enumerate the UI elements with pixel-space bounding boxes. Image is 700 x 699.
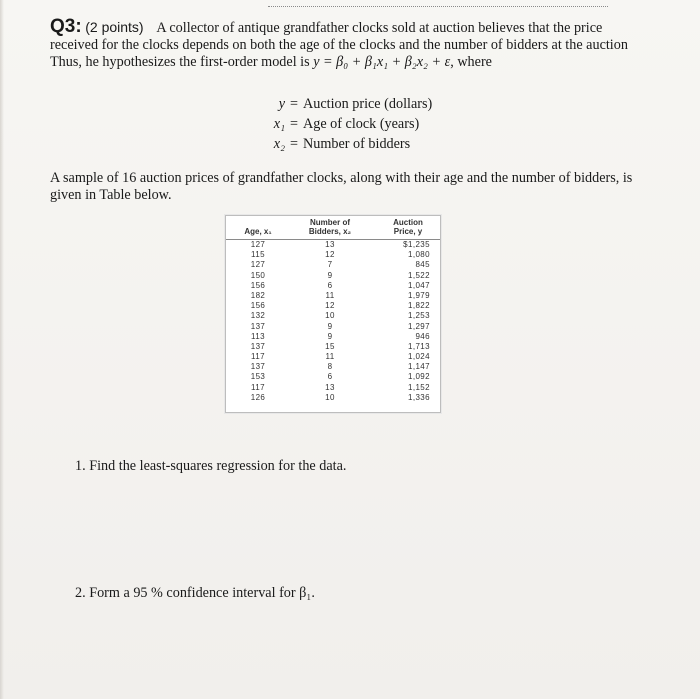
table-row bbox=[226, 352, 440, 362]
cell-age: 137 bbox=[250, 341, 266, 351]
cell-bidders: 10 bbox=[325, 311, 335, 321]
table-row bbox=[226, 250, 440, 260]
cell-price: 1,713 bbox=[407, 341, 430, 351]
definition-meaning: Auction price (dollars) bbox=[303, 96, 433, 112]
cell-price: 1,336 bbox=[407, 392, 430, 402]
question-text-intro: A collector of antique grandfather clocks sold at auction believes that the price received for the clocks depends on both the age of the clocks and the number of bidders at the auction Thus, he hypothesizes the first-order model is bbox=[50, 20, 628, 70]
table-row bbox=[226, 332, 440, 342]
table-row bbox=[226, 271, 440, 281]
cell-age: 117 bbox=[251, 382, 265, 392]
cell-bidders: 6 bbox=[327, 372, 333, 382]
table-row bbox=[226, 372, 440, 382]
cell-age: 137 bbox=[250, 362, 266, 372]
cell-age: 117 bbox=[251, 352, 265, 362]
cell-age: 156 bbox=[250, 280, 266, 290]
table-row bbox=[226, 311, 440, 321]
question-text-where: , where bbox=[450, 54, 492, 70]
cell-price: 1,092 bbox=[407, 372, 430, 382]
auction-data-table bbox=[225, 215, 441, 413]
equals-sign: = bbox=[289, 96, 298, 112]
cell-bidders: 9 bbox=[327, 331, 333, 341]
table-body bbox=[226, 240, 440, 403]
table-row bbox=[226, 342, 440, 352]
cell-age: 156 bbox=[250, 301, 266, 311]
definition-symbol: y bbox=[278, 96, 285, 112]
cell-bidders: 9 bbox=[327, 270, 333, 280]
sample-description: A sample of 16 auction prices of grandfather clocks, along with their age and the number of bidders, is given in Table below. bbox=[50, 170, 633, 203]
cell-bidders: 13 bbox=[325, 382, 335, 392]
cell-age: 132 bbox=[250, 311, 266, 321]
cell-age: 113 bbox=[251, 331, 265, 341]
cell-age: 127 bbox=[250, 240, 266, 249]
definition-symbol: x₂ bbox=[273, 136, 285, 152]
cell-age: 126 bbox=[250, 392, 266, 402]
cell-bidders: 7 bbox=[327, 260, 333, 270]
dotted-rule bbox=[268, 6, 608, 7]
cell-age: 115 bbox=[251, 250, 265, 260]
cell-age: 137 bbox=[250, 321, 266, 331]
header-price: Auction Price, y bbox=[393, 218, 423, 236]
cell-bidders: 9 bbox=[327, 321, 333, 331]
definition-meaning: Age of clock (years) bbox=[303, 116, 420, 132]
question-paragraph bbox=[50, 18, 640, 71]
question-number: Q3: bbox=[50, 16, 82, 37]
task-1: 1. Find the least-squares regression for the data. bbox=[75, 458, 347, 474]
cell-price: 1,152 bbox=[407, 382, 430, 392]
cell-price: 845 bbox=[415, 260, 430, 270]
cell-age: 150 bbox=[250, 270, 266, 280]
model-equation: y = β₀ + β₁x₁ + β₂x₂ + ε bbox=[313, 54, 451, 70]
page-edge-shadow bbox=[0, 0, 4, 699]
cell-price: 946 bbox=[415, 331, 430, 341]
table-row bbox=[226, 383, 440, 393]
table-row bbox=[226, 281, 440, 291]
cell-age: 127 bbox=[250, 260, 266, 270]
cell-bidders: 8 bbox=[327, 362, 333, 372]
cell-price: 1,147 bbox=[407, 362, 430, 372]
cell-bidders: 11 bbox=[325, 352, 335, 362]
table-row bbox=[226, 393, 440, 403]
cell-price: 1,822 bbox=[407, 301, 430, 311]
variable-definitions bbox=[230, 94, 432, 154]
header-bidders: Number of Bidders, x₂ bbox=[308, 218, 352, 236]
cell-bidders: 10 bbox=[325, 392, 335, 402]
table-row bbox=[226, 362, 440, 372]
task-2: 2. Form a 95 % confidence interval for β₁. bbox=[75, 585, 315, 601]
cell-bidders: 15 bbox=[325, 341, 335, 351]
table-row bbox=[226, 322, 440, 332]
equals-sign: = bbox=[289, 136, 298, 152]
cell-price: 1,047 bbox=[407, 280, 430, 290]
table-row bbox=[226, 291, 440, 301]
cell-price: 1,253 bbox=[407, 311, 430, 321]
definition-symbol: x₁ bbox=[273, 116, 285, 132]
cell-price: 1,522 bbox=[407, 270, 430, 280]
cell-bidders: 13 bbox=[325, 240, 335, 249]
cell-price: 1,024 bbox=[407, 352, 430, 362]
cell-bidders: 12 bbox=[325, 301, 335, 311]
table-row bbox=[226, 240, 440, 250]
header-age: Age, x₁ bbox=[244, 227, 272, 236]
cell-price: $1,235 bbox=[403, 240, 430, 249]
cell-age: 153 bbox=[250, 372, 266, 382]
definition-row bbox=[230, 114, 432, 134]
cell-price: 1,979 bbox=[407, 290, 430, 300]
definition-meaning: Number of bidders bbox=[303, 136, 411, 152]
cell-age: 182 bbox=[250, 290, 266, 300]
cell-bidders: 11 bbox=[325, 290, 335, 300]
table-row bbox=[226, 301, 440, 311]
cell-price: 1,297 bbox=[407, 321, 430, 331]
cell-price: 1,080 bbox=[407, 250, 430, 260]
cell-bidders: 6 bbox=[327, 280, 333, 290]
definition-row bbox=[230, 134, 432, 154]
cell-bidders: 12 bbox=[325, 250, 335, 260]
question-points: (2 points) bbox=[85, 19, 144, 35]
table-header bbox=[226, 216, 440, 240]
definition-row bbox=[230, 94, 432, 114]
table-row bbox=[226, 260, 440, 270]
equals-sign: = bbox=[289, 116, 298, 132]
